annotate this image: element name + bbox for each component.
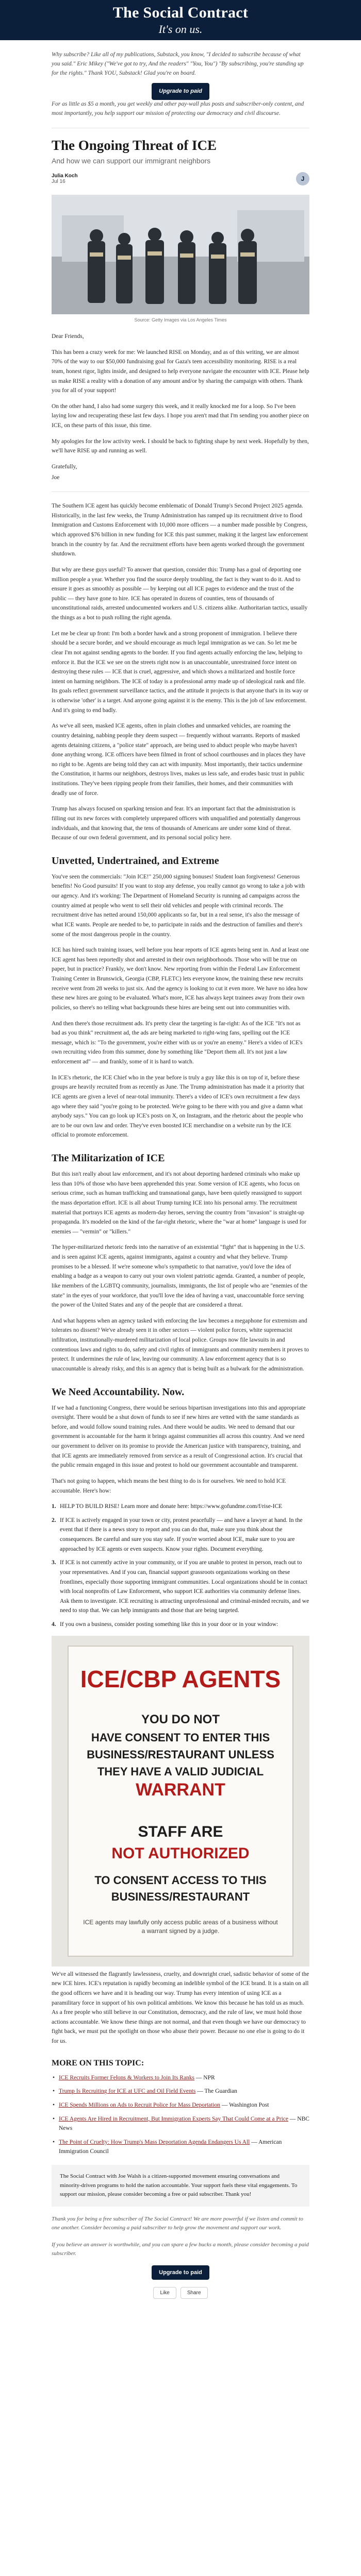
avatar[interactable]: J [296,172,309,185]
sign-line: YOU DO NOT [141,1712,220,1726]
sign-bottom: TO CONSENT ACCESS TO THIS [94,1873,267,1887]
body-paragraph: The hyper-militarized rhetoric feeds into the narrative of an existential "fight" that is happening in the U.S. and is seen against ICE agents, against immigrants, against a country and what they believe. Trump promises to be a blessed. If we're someone who's sympathetic to that narrative, you'd love the idea of enabling a badge as a weapon to carry out your own violent patriotic agenda. Granted, a number of people, like members of the LGBTQ community, journalists, immigrants, the list of people who are "enemies of the state" in the eyes of your workforce, that you'll love the idea of having a vast, unaccountable force serving the power of the United States and any of the people that are considered a threat. [52,1244,308,1309]
list-item: 2. If ICE is actively engaged in your town or city, protest peacefully — and have a lawyer at hand. In the event that if there is a news story to report and you can do that, make sure you think about the consequences. Be careful and sure you stay safe. If you're worried about ICE, make sure to you are approached by ICE agents or even suspects. Know your rights. Document everything. [52,1517,303,1552]
footer-note-2: If you believe an answer is worthwhile, and you can spare a few bucks a month, please consider becoming a paid subscriber. [52,2241,309,2257]
body-paragraph: And then there's those recruitment ads. It's pretty clear the targeting is far-right: As of the ICE "It's not as bad as you think" recruitment ad, the ads are being marketed to right-wing fans, spelling out the ICE message, which is: "To the government, you're either with us or you're an enemy." Here's a video of ICE's own recruiting video from this summer, done by something like "Deport them all. It's not just a law enforcement ad" — and frankly, some of it is hard to watch. [52,1020,303,1065]
more-heading: MORE ON THIS TOPIC: [52,2058,144,2067]
intro-block [52,40,309,118]
list-item[interactable]: • The Point of Cruelty: How Trump's Mass Deportation Agenda Endangers Us All — American Immigration Council [53,2139,282,2155]
upgrade-button-bottom[interactable]: Upgrade to paid [152,2265,209,2280]
body-paragraph: The Southern ICE agent has quickly become emblematic of Donald Trump's Second Project 2025 agenda. Historically, in the last few weeks, the Trump Administration has ramped up its recruitment drive to flood Immigration and Customs Enforcement with 10,000 more officers — a number made possible by Congress, which approved $76 billion in new funding for ICE this past summer, making it the largest law enforcement branch in the country by far. And the recruitment efforts have been agents worked through the government shutdown. [52,503,308,557]
body-paragraph: As we've all seen, masked ICE agents, often in plain clothes and unmarked vehicles, are roaming the country detaining, nabbing people they deem suspect — frequently without warrants. Reports of masked agents detaining citizens, a "police state" approach, are being used to abduct people who maybe haven't done anything wrong. ICE officers have been filmed in front of school courthouses and in places they have no right to be. Agents are being told they can act with impunity. Most importantly, their tactics undermine the Constitution, it harms our neighbors, destroys lives, makes us less safe, and erodes basic trust in public institutions. They've been ripping people from their families, their homes, and their communities with deadly use of force. [52,723,306,796]
footer-note: Thank you for being a free subscriber of The Social Contract! We are more powerful if we listen and commit to one another. Consider becoming a paid subscriber to help grow the movement and support our work. [52,2215,303,2231]
ice-sign-graphic [52,1636,309,1967]
body-paragraph: But why are these guys useful? To answer that question, consider this: Trump has a goal of deporting one million people a year. Whether you find the source deeply troubling, the fact is they want to do it. And to ensure it goes as smoothly as possible — by keeping out all ICE pages to evidence and the trust of the public — they have gone to hire. ICE has operated in dozens of counties, tens of thousands of unconstitutional raids, arrested undocumented workers and U.S. citizens alike. Authoritarian tactics, usually the things as a bot to push rolling the right agenda. [52,566,308,621]
sign-bottom: BUSINESS/RESTAURANT [111,1890,250,1903]
body-paragraph: Let me be clear up front: I'm both a border hawk and a strong proponent of immigration. I believe there should be a secure border, and we should encourage as much legal immigration as we can. So let me be clear I'm not against sending agents to the border. If you find agents actually enforcing the law, helping to enforce it. But the ICE we see on the streets right now is an unaccountable, unrestrained force intent on destroying these rules — ICE that is cruel, aggressive, and which shows a militarized and hostile force intent on harming neighbors. The ICE of today is a professional army made up of ideological rank and file. Its goals reflect government surveillance tactics, and the attitude it projects is that anyone that's in its way or is otherwise 'other' is a target. And anyone going against it is the enemy. This is the job of law enforcement. And it's going to end badly. [52,630,309,714]
list-item: 3. If ICE is not currently active in your community, or if you are unable to protest in person, reach out to your representatives. And if you can, financial support grassroots organizations working on these frontlines, especially those supporting immigrant communities. Local organizations should be in contact with local nonprofits of Law Enforcement, who support ICE authorities via community defense lines. Ask them to investigate. ICE recruiting is attracting unprofessional and criminal-minded recruits, and we need to stop that. We can help immigrants and those that are being targeted. [52,1560,309,1614]
upgrade-button-top[interactable]: Upgrade to paid [152,83,209,100]
byline [52,172,309,185]
article-subtitle: And how we can support our immigrant neighbors [52,157,211,165]
list-item[interactable]: • ICE Recruits Former Felons & Workers to Join Its Ranks — NPR [53,2074,215,2081]
photo-caption: Source: Getty Images via Los Angeles Times [134,317,227,323]
signature: Joe [52,474,60,481]
body-paragraph: Trump has always focused on sparking tension and fear. It's an important fact that the administration is filling out its new forces with completely unprepared officers with unqualified and potentially dangerous individuals, and that knowing that, the tens of thousands of Americans are under some kind of threat. Because of our own federal government, and its personal social policy here. [52,806,301,841]
masthead [0,0,361,40]
body-paragraph: We've all witnessed the flagrantly lawlessness, cruelty, and downright cruel, sadistic behavior of some of the new ICE hires. ICE's reputation is rapidly becoming an indelible symbol of the ICE brand. It is a stain on all the good officers we have and it is heading our way. Trump has every intention of using ICE as a paramilitary force in support of his own political ambitions. We know this because he has told us as much. As a free people who still believe in our Constitution, democracy, and the rule of law, we must hold those actions accountable. We know these things are not normal, and that even though we have our democracy to fight back, we must put the spotlight on those who abuse their power. Because no one else is going to do it for us. [52,1971,309,2045]
intro-paragraph-2: For as little as $5 a month, you get weekly and other pay-wall plus posts and subscriber-only content, and most importantly, you help support our mission of protecting our democracy and civil discourse. [52,101,304,117]
section-heading-militarization: The Militarization of ICE [52,1153,165,1164]
sign-line: BUSINESS/RESTAURANT UNLESS [87,1748,274,1761]
support-box: The Social Contract with Joe Walsh is a citizen-supported movement ensuring conversations and minority-driven programs to hold the nation accountable. Your support fuels these vital engagements. To support our mission, please consider becoming a free or paid subscriber. Thank you! [52,2165,309,2207]
list-item[interactable]: 1. HELP TO BUILD RISE! Learn more and donate here: https://www.gofundme.com/f/rise-ICE [52,1503,283,1510]
post-date: Jul 16 [52,179,65,185]
sign-heading: ICE/CBP AGENTS [80,1665,281,1692]
body-paragraph: That's not going to happen, which means the best thing to do is for ourselves. We need to hold ICE accountable. Here's how: [52,1478,286,1494]
list-item[interactable]: • ICE Agents Are Hired in Recruitment, But Immigration Experts Say That Could Come at a Price — NBC News [53,2115,309,2132]
letter-paragraph-3: My apologies for the low activity week. I should be back to fighting shape by next week. Hopefully by then, we'll have RISE up and running as well. [52,438,309,454]
letter-paragraph-2: On the other hand, I also had some surgery this week, and it really knocked me for a loop. So I've been laying low and recuperating these last few days. I hope you aren't mad that I'm sending you another piece on ICE, on these parts of this issue, this time. [52,403,309,429]
list-item[interactable]: • ICE Spends Millions on Ads to Recruit Police for Mass Deportation — Washington Post [53,2102,269,2108]
publication-title[interactable]: The Social Contract [112,4,249,21]
sign-footnote: ICE agents may lawfully only access public areas of a business without a warrant signed by a judge. [83,1918,278,1935]
closing: Gratefully, [52,463,77,470]
author-name[interactable]: Julia Koch [52,173,78,179]
action-steps [52,1502,309,1630]
intro-paragraph-1: Why subscribe? Like all of my publications, Substack, you know, "I decided to subscribe because of what you said." Eric Mikey ("We've got to try, And the readers" "You, You") "By subscribing, you're standing up for the rights." Thank YOU, Substack! Glad you're on board. [52,52,304,76]
section-heading-unvetted: Unvetted, Undertrained, and Extreme [52,855,219,867]
body-paragraph: But this isn't really about law enforcement, and it's not about deporting hardened criminals who make up less than 10% of those who have been apprehended this year. Some version of ICE agents, who focus on serious crime, such as human trafficking and transnational gangs, have been quietly reassigned to support the mass deportation effort. ICE is all about Trump turning ICE into his personal army. The recruitment material that portrays ICE agents as modern-day heroes, serving the country from "invasion" is straight-up propaganda. It's modeled on the kind of the far-right rhetoric, where the "war at home" language is used for enemies — "vermin" or "killers." [52,1171,307,1235]
sign-line: THEY HAVE A VALID JUDICIAL [97,1765,264,1778]
list-item: 4. If you own a business, consider posting something like this in your door or in your window: [52,1621,278,1628]
publication-tagline: It's on us. [158,23,203,36]
sign-staff: STAFF ARE [138,1823,223,1840]
section-heading-accountability: We Need Accountability. Now. [52,1386,185,1398]
share-row [52,2287,309,2299]
sign-authorized: NOT AUTHORIZED [111,1844,250,1862]
ice-agents-photo [52,195,309,314]
article-title: The Ongoing Threat of ICE [52,138,217,154]
content-column [52,40,309,2299]
sign-line: HAVE CONSENT TO ENTER THIS [91,1731,270,1744]
body-paragraph: ICE has hired such training issues, well before you hear reports of ICE agents being sent in. And at least one ICE agent has been reportedly shot and arrested in their own neighborhoods. Those who will be true on paper, but in practice? Frankly, we don't know. New reporting from within the Federal Law Enforcement Training Center in Brunswick, Georgia (CBP, FLETC) lets everyone know, the training these new recruits receive went from 28 weeks to just six. And the agency is looking to cut it even more. We have no idea how these new hires are going to be evaluated. What's more, ICE has always kept trainees away from their own policies, so there's no telling what backgrounds these hires are being sent out into communities with. [52,947,309,1011]
share-button[interactable]: Share [180,2287,208,2299]
body-paragraph: In ICE's rhetoric, the ICE Chief who in the year before is truly a guy like this is on top of it, before these groups are heavily recruited from as recently as June. The Trump administration has made it a priority that ICE agents are given a level of near-total immunity. There's a video of ICE's own recruitment a few days ago where they said "you're going to be protected. We're going to be there with you and give a damn what anybody says." You can go look up ICE's posts on X, on Instagram, and the rhetoric about the people who are to be our own law and order. They've even boosted ICE merchandise on a website run by the ICE official to promote enforcement. [52,1074,304,1139]
sign-line: WARRANT [136,1780,225,1800]
article-body [52,332,309,2299]
ice-sign-image [52,1636,309,1967]
body-paragraph: If we had a functioning Congress, there would be serious bipartisan investigations into this and appropriate oversight. There would be a shut down of funds to see if new hires are vetted with the same standards as before, and would follow sound training rules. And there would be audits. We need to demand that our government is accountable for the harm it brings against communities all across this country. And we need our government to deliver on its promise to provide the American justice with transparency, training, and that ICE agents are immediately removed from service as a result of Congressional action. It's crucial that the public remain engaged in this issue and protest to hold our government accountable and transparent. [52,1404,306,1469]
like-button[interactable]: Like [153,2287,176,2299]
hero-photo [52,195,309,314]
list-item[interactable]: • Trump Is Recruiting for ICE at UFC and Oil Field Events — The Guardian [53,2088,237,2095]
letter-paragraph-1: This has been a crazy week for me: We launched RISE on Monday, and as of this writing, we are almost 70% of the way to our $50,000 fundraising goal for Gaza's teen accessibility monitoring. RISE is a real team, honest rigor, lights inside, and designed to help everyone navigate the encounter with ICE. Please help us make RISE a reality with a donation of any amount and/or by sharing the campaign with others. Thank you for all of your support! [52,349,309,394]
body-paragraph: You've seen the commercials: "Join ICE!" 250,000 signing bonuses! Student loan forgiveness! Generous benefits! No Good pursuits! If you want to stop any defense, you really cannot go wrong to take a job with our agency. And it's working: The Department of Homeland Security is running ad campaigns across the country aimed at people who went to sell their old vehicles and people with criminal records. The recruitment drive has netted around 150,000 applicants so far, but in a real sense, it's also the message of what ICE wants. People are needed to be, to participate in raids and the destruction of families and there's some of the most dangerous people in the country. [52,873,305,938]
greeting: Dear Friends, [52,333,84,340]
body-paragraph: And what happens when an agency tasked with enforcing the law becomes a megaphone for extremism and tolerates no dissent? We've already seen it in other sectors — violent police forces, white supremacist infiltration, institutionally-murdered militarization of local police. Groups now file lawsuits in and contentious laws and rights to do, safety and civil rights of immigrants and community members it proves to protect. It undermines the rule of law, leaving our community. A law enforcement agency that is so unaccountable is already risky, and this is an agency that is being built as a bulwark for the administration. [52,1317,309,1372]
more-links [52,2073,309,2157]
